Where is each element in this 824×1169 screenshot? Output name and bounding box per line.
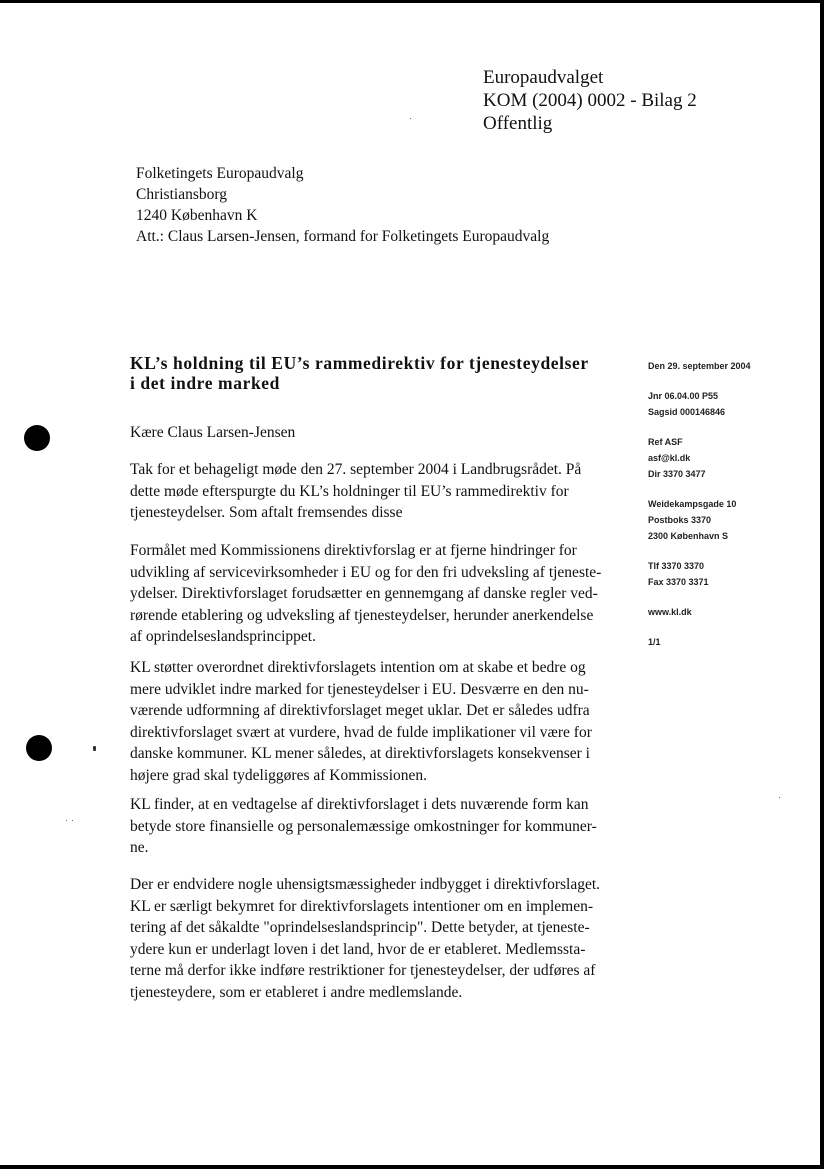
website: www.kl.dk	[648, 607, 692, 617]
page-border-top	[0, 0, 824, 3]
case-id: Sagsid 000146846	[648, 407, 726, 417]
text-line: værende udformning af direktivforslaget meget uklar. Det er således udfra	[130, 702, 590, 719]
text-line: tering af det såkaldte "oprindelseslandsprincip". Dette betyder, at tjeneste-	[130, 919, 590, 936]
address-line: Att.: Claus Larsen-Jensen, formand for Folketingets Europaudvalg	[136, 228, 550, 245]
scan-speck	[66, 820, 67, 821]
text-line: ne.	[130, 839, 149, 856]
text-line: rørende etablering og udveksling af tjenesteydelser, herunder anerkendelse	[130, 606, 594, 624]
scan-speck	[410, 118, 411, 119]
text-line: danske kommuner. KL mener således, at direktivforslagets konsekvenser i	[130, 745, 590, 762]
paragraph-costs	[130, 794, 610, 859]
journal-number: Jnr 06.04.00 P55	[648, 391, 719, 401]
text-line: KL finder, at en vedtagelse af direktivforslaget i dets nuværende form kan	[130, 796, 589, 813]
sender-info-sidebar	[648, 358, 818, 650]
text-line: ydelser. Direktivforslaget forudsætter en gennemgang af danske regler ved-	[130, 585, 598, 602]
page-indicator: 1/1	[648, 637, 661, 647]
text-line: betyde store finansielle og personalemæssige omkostninger for kommuner-	[130, 817, 597, 835]
text-line: Formålet med Kommissionens direktivforslag er at fjerne hindringer for	[130, 542, 577, 559]
postbox: Postboks 3370	[648, 515, 712, 525]
text-line: Der er endvidere nogle uhensigtsmæssigheder indbygget i direktivforslaget.	[130, 876, 601, 893]
scan-speck	[93, 746, 96, 751]
letter-date: Den 29. september 2004	[648, 361, 751, 371]
text-line: mere udviklet indre marked for tjenesteydelser i EU. Desværre en den nu-	[130, 680, 589, 698]
text-line: højere grad skal tydeliggøres af Kommissionen.	[130, 766, 428, 784]
paragraph-meeting	[130, 459, 610, 524]
address-line: Folketingets Europaudvalg	[136, 165, 304, 182]
text-line: tjenesteydelser. Som aftalt fremsendes disse	[130, 504, 403, 521]
fax-number: Fax 3370 3371	[648, 577, 709, 587]
text-line: direktivforslaget svært at vurdere, hvad de fulde implikationer vil være for	[130, 723, 592, 741]
punch-hole-icon	[24, 425, 50, 451]
text-line: ydere kun er underlagt loven i det land, hvor de er etableret. Medlemssta-	[130, 940, 586, 958]
paragraph-concerns	[130, 874, 610, 1003]
letter-greeting: Kære Claus Larsen-Jensen	[130, 424, 296, 441]
address-line: Christiansborg	[136, 186, 227, 203]
text-line: dette møde efterspurgte du KL’s holdninger til EU’s rammedirektiv for	[130, 482, 569, 500]
scan-speck	[72, 820, 73, 821]
text-line: KL er særligt bekymret for direktivforslagets intentioner om en implemen-	[130, 897, 594, 915]
document-header	[483, 66, 697, 135]
reference-initials: Ref ASF	[648, 437, 683, 447]
header-reference: KOM (2004) 0002 - Bilag 2	[483, 90, 697, 111]
paragraph-support	[130, 657, 610, 786]
page-border-right	[820, 0, 824, 1169]
text-line: Tak for et behageligt møde den 27. september 2004 i Landbrugsrådet. På	[130, 461, 582, 478]
address-line: 1240 København K	[136, 207, 258, 224]
text-line: terne må derfor ikke indføre restriktioner for tjenesteydelser, der udføres af	[130, 962, 596, 979]
paragraph-purpose	[130, 540, 610, 648]
punch-hole-icon	[26, 735, 52, 761]
header-committee: Europaudvalget	[483, 67, 604, 88]
direct-phone: Dir 3370 3477	[648, 469, 706, 479]
text-line: udvikling af servicevirksomheder i EU og for den fri udveksling af tjeneste-	[130, 563, 602, 581]
letter-subject	[130, 353, 620, 393]
subject-line: KL’s holdning til EU’s rammedirektiv for tjenesteydelser	[130, 353, 589, 373]
scan-speck	[779, 797, 780, 798]
text-line: af oprindelseslandsprincippet.	[130, 628, 316, 645]
postal-city: 2300 København S	[648, 531, 729, 541]
sender-email: asf@kl.dk	[648, 453, 691, 463]
street-address: Weidekampsgade 10	[648, 499, 737, 509]
page-border-bottom	[0, 1165, 824, 1169]
header-classification: Offentlig	[483, 113, 553, 134]
recipient-address	[136, 163, 549, 247]
text-line: KL støtter overordnet direktivforslagets intention om at skabe et bedre og	[130, 659, 586, 676]
text-line: tjenesteydere, som er etableret i andre medlemslande.	[130, 983, 463, 1001]
subject-line: i det indre marked	[130, 373, 280, 393]
phone-number: Tlf 3370 3370	[648, 561, 705, 571]
